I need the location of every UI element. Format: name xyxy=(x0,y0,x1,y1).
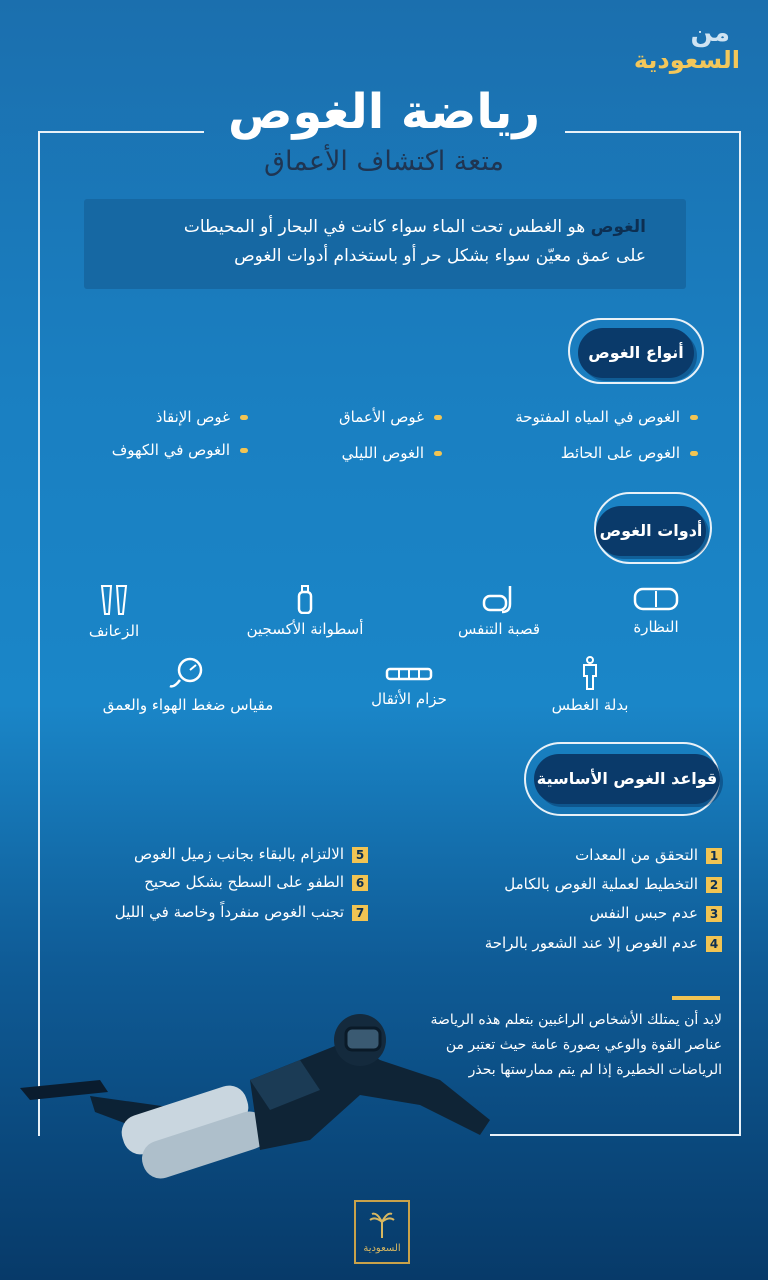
note-text: لابد أن يمتلك الأشخاص الراغبين بتعلم هذه الرياضة عناصر القوة والوعي بصورة عامة حيث تعتبر من الرياضات الخطيرة إذا لم يتم ممارستها بحذر xyxy=(430,1012,722,1078)
fins-icon xyxy=(98,584,130,616)
bullet-icon xyxy=(690,451,698,456)
intro-line1 xyxy=(104,213,646,242)
bullet-icon xyxy=(690,415,698,420)
tool-item: النظارة xyxy=(606,586,706,636)
wetsuit-icon xyxy=(579,656,601,690)
tool-item: أسطوانة الأكسجين xyxy=(232,584,378,638)
intro-line2: على عمق معيّن سواء بشكل حر أو باستخدام أدوات الغوص xyxy=(234,246,646,266)
intro-line1-text: هو الغطس تحت الماء سواء كانت في البحار أو المحيطات xyxy=(183,217,591,237)
mask-icon xyxy=(633,586,679,612)
tools-heading: أدوات الغوص xyxy=(596,506,706,556)
rule-item: 4عدم الغوص إلا عند الشعور بالراحة xyxy=(485,934,722,952)
page-subtitle: متعة اكتشاف الأعماق xyxy=(264,146,504,177)
rule-item: 6الطفو على السطح بشكل صحيح xyxy=(144,873,368,891)
tool-item: قصبة التنفس xyxy=(434,584,564,638)
bullet-icon xyxy=(434,415,442,420)
tool-item: مقياس ضغط الهواء والعمق xyxy=(86,656,290,714)
page-title: رياضة الغوص xyxy=(227,84,541,140)
list-item: غوص الإنقاذ xyxy=(156,408,248,426)
footer-logo: السعودية xyxy=(354,1200,410,1264)
oxygen-tank-icon xyxy=(294,584,316,614)
types-heading: أنواع الغوص xyxy=(578,328,694,378)
rules-heading: قواعد الغوص الأساسية xyxy=(534,754,720,804)
frame-line xyxy=(490,1134,741,1136)
rule-item: 5الالتزام بالبقاء بجانب زميل الغوص xyxy=(134,845,368,863)
brand-line2: السعودية xyxy=(633,46,740,74)
rule-item: 2التخطيط لعملية الغوص بالكامل xyxy=(504,875,722,893)
diver-illustration xyxy=(20,1000,520,1200)
list-item: الغوص في الكهوف xyxy=(112,441,248,459)
snorkel-icon xyxy=(482,584,516,614)
list-item: الغوص في المياه المفتوحة xyxy=(515,408,698,426)
note-accent-bar xyxy=(672,996,720,1000)
brand-logo xyxy=(628,20,740,74)
intro-highlight: الغوص xyxy=(590,217,646,237)
bullet-icon xyxy=(240,448,248,453)
frame-line xyxy=(739,131,741,1136)
list-item: الغوص الليلي xyxy=(342,444,442,462)
bullet-icon xyxy=(240,415,248,420)
pressure-gauge-icon xyxy=(168,656,208,690)
rule-item: 3عدم حبس النفس xyxy=(589,904,722,922)
tool-item: بدلة الغطس xyxy=(530,656,650,714)
frame-line xyxy=(38,131,40,1136)
rule-item: 7تجنب الغوص منفرداً وخاصة في الليل xyxy=(115,903,368,921)
list-item: الغوص على الحائط xyxy=(561,444,698,462)
brand-line1: من xyxy=(690,18,730,48)
tool-item: حزام الأثقال xyxy=(354,664,464,708)
palm-icon xyxy=(367,1210,397,1240)
rule-item: 1التحقق من المعدات xyxy=(575,846,722,864)
list-item: غوص الأعماق xyxy=(339,408,442,426)
weight-belt-icon xyxy=(385,664,433,684)
intro-box xyxy=(84,199,686,289)
bullet-icon xyxy=(434,451,442,456)
tool-item: الزعانف xyxy=(74,584,154,640)
